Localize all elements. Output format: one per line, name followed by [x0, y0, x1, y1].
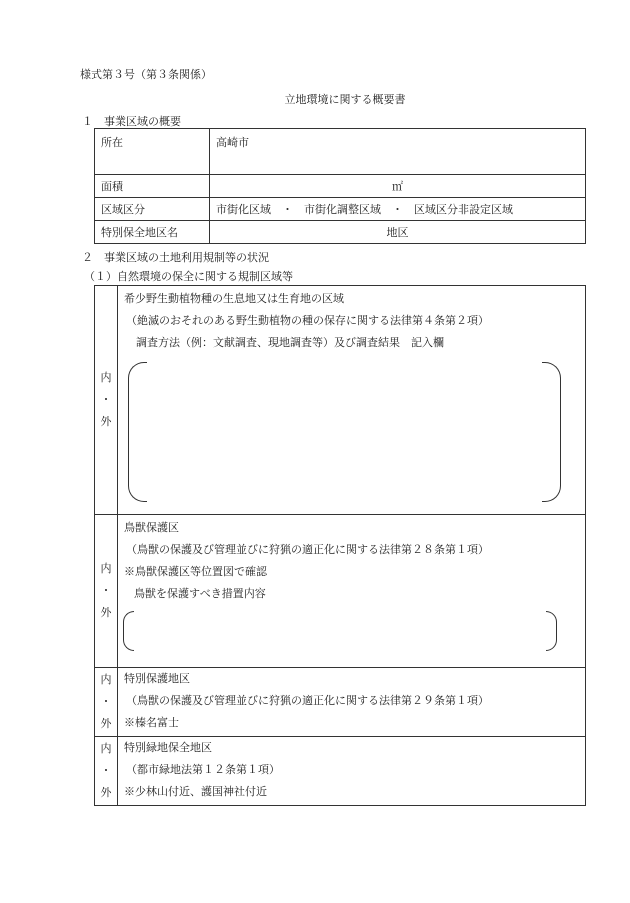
zoning-value: 市街化区域 ・ 市街化調整区域 ・ 区域区分非設定区域	[210, 198, 586, 221]
special-protection-row	[95, 668, 586, 737]
area-label: 面積	[95, 175, 210, 198]
section-2-subheading: （１）自然環境の保全に関する規制区域等	[84, 270, 293, 283]
form-number: 様式第３号（第３条関係）	[80, 68, 212, 81]
entry-bracket-left	[128, 362, 147, 502]
entry-bracket-right	[542, 362, 561, 502]
inside-outside-mark: 内 ・ 外	[95, 737, 118, 806]
special-protection-title: 特別保護地区	[124, 672, 190, 685]
location-label: 所在	[95, 129, 210, 175]
document-title: 立地環境に関する概要書	[284, 93, 406, 106]
inside-outside-mark: 内 ・ 外	[95, 286, 118, 515]
entry-bracket-right	[546, 611, 557, 651]
regulation-table	[94, 285, 586, 806]
location-row	[95, 129, 586, 175]
green-space-law: （都市緑地法第１２条第１項）	[126, 763, 280, 776]
inside-outside-mark: 内 ・ 外	[95, 668, 118, 737]
area-row	[95, 175, 586, 198]
green-space-title: 特別緑地保全地区	[124, 741, 212, 754]
green-space-row	[95, 737, 586, 806]
inside-outside-mark: 内 ・ 外	[95, 515, 118, 668]
conservation-district-label: 特別保全地区名	[95, 221, 210, 244]
rare-species-row	[95, 286, 586, 515]
special-protection-cell	[118, 668, 586, 737]
wildlife-sanctuary-row	[95, 515, 586, 668]
wildlife-sanctuary-law: （鳥獣の保護及び管理並びに狩猟の適正化に関する法律第２８条第１項）	[126, 543, 489, 556]
wildlife-sanctuary-cell	[118, 515, 586, 668]
section-2-heading: ２ 事業区域の土地利用規制等の状況	[82, 251, 269, 264]
business-area-table	[94, 128, 586, 244]
green-space-note: ※少林山付近、護国神社付近	[124, 785, 267, 798]
rare-species-cell	[118, 286, 586, 515]
conservation-district-value: 地区	[210, 221, 586, 244]
wildlife-sanctuary-measures: 鳥獣を保護すべき措置内容	[134, 587, 266, 600]
zoning-label: 区域区分	[95, 198, 210, 221]
special-protection-note: ※榛名富士	[124, 716, 179, 729]
area-value: ㎡	[210, 175, 586, 198]
special-protection-law: （鳥獣の保護及び管理並びに狩猟の適正化に関する法律第２９条第１項）	[126, 694, 489, 707]
wildlife-sanctuary-title: 鳥獣保護区	[124, 521, 179, 534]
rare-species-law: （絶滅のおそれのある野生動植物の種の保存に関する法律第４条第２項）	[126, 314, 489, 327]
wildlife-sanctuary-note: ※鳥獣保護区等位置図で確認	[124, 565, 267, 578]
conservation-district-row	[95, 221, 586, 244]
rare-species-title: 希少野生動植物種の生息地又は生育地の区域	[124, 292, 344, 305]
green-space-cell	[118, 737, 586, 806]
section-1-heading: １ 事業区域の概要	[82, 115, 181, 128]
rare-species-note: 調査方法（例：文献調査、現地調査等）及び調査結果 記入欄	[136, 336, 444, 349]
location-value: 高崎市	[210, 129, 586, 175]
zoning-row	[95, 198, 586, 221]
entry-bracket-left	[123, 611, 134, 651]
